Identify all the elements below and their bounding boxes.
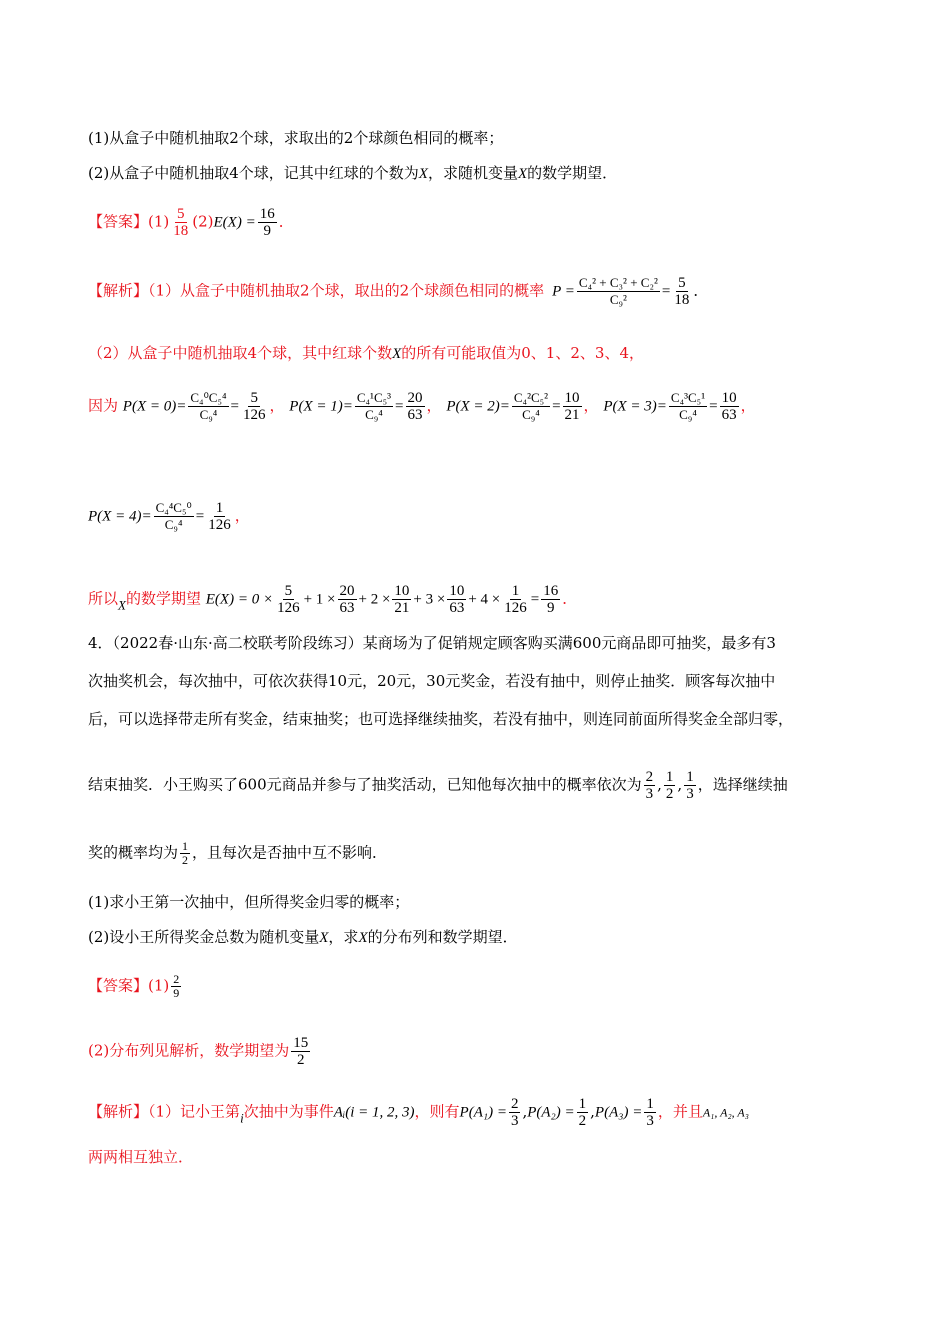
- q4-answer-1: 【答案】(1) $\frac{2}{9}$: [88, 972, 180, 1000]
- fraction: $\frac{5}{18}$: [674, 275, 690, 308]
- fraction: $\frac{20}{63}$: [339, 583, 355, 616]
- fraction: $\frac{1}{3}$: [686, 769, 694, 802]
- fraction: $\frac{5}{126}$: [242, 390, 266, 423]
- fraction: $\frac{\text{C₄¹C₅³}}{\text{C₉⁴}}$: [356, 390, 392, 422]
- q3-probabilities-row: 因为 P(X = 0)= $\frac{\text{C₄⁰C₅⁴}}{\text{C₉⁴}}$ = $\frac{5}{126}$ ， P(X = 1)= $\frac{\text{C₄¹C₅³}}{\text{C₉⁴}}$ = $\frac{20}{63}$ ， P(X = 2)= $\frac{\text{C₄²C₅²}}{\text{C₉⁴}}$ = $\frac{10}{21}$ ， P(X = 3)= $\frac{\text{C₄³C₅¹}}{\text{C₉⁴}}$ = $\frac{10}{63}$ ，: [88, 390, 756, 423]
- fraction: $\frac{\text{C₄² + C₃² + C₂²}}{\text{C₉²}}$: [578, 275, 658, 307]
- q4-part1: (1)求小王第一次抽中，但所得奖金归零的概率；: [88, 893, 410, 911]
- q3-answer: 【答案】(1) $\frac{5}{18}$ (2)E(X) = $\frac{16}{9}$ ．: [88, 206, 294, 239]
- q3-part2: (2)从盒子中随机抽取4个球，记其中红球的个数为X，求随机变量X的数学期望．: [88, 164, 618, 182]
- q4-stem-line4: 结束抽奖．小王购买了600元商品并参与了抽奖活动，已知他每次抽中的概率依次为 $\frac{2}{3}$ , $\frac{1}{2}$ , $\frac{1}{3}$ ，选择继续抽: [88, 769, 788, 802]
- q4-answer-2: (2)分布列见解析，数学期望为 $\frac{15}{2}$: [88, 1035, 309, 1068]
- fraction: $\frac{1}{3}$: [646, 1096, 654, 1129]
- q4-analysis-cont: 两两相互独立．: [88, 1148, 194, 1166]
- fraction: $\frac{2}{3}$: [510, 1096, 519, 1129]
- fraction: $\frac{15}{2}$: [293, 1035, 309, 1068]
- fraction: $\frac{1}{2}$: [578, 1096, 587, 1129]
- q4-stem-line3: 后，可以选择带走所有奖金，结束抽奖；也可选择继续抽奖，若没有抽中，则连同前面所得奖金全部归零，: [88, 710, 794, 728]
- fraction: $\frac{10}{21}$: [394, 583, 410, 616]
- q3-analysis-1: 【解析】（1）从盒子中随机抽取2个球，取出的2个球颜色相同的概率 P = $\frac{\text{C₄² + C₃² + C₂²}}{\text{C₉²}}$ = $\frac{5}{18}$ ．: [88, 275, 709, 308]
- fraction: $\frac{5}{126}$: [277, 583, 300, 616]
- fraction: $\frac{2}{3}$: [645, 769, 654, 802]
- q3-probability-x4: P(X = 4)= $\frac{\text{C₄⁴C₅⁰}}{\text{C₉⁴}}$ = $\frac{1}{126}$ ，: [88, 500, 250, 533]
- fraction: $\frac{16}{9}$: [543, 583, 559, 616]
- q3-part1: (1)从盒子中随机抽取2个球，求取出的2个球颜色相同的概率；: [88, 129, 504, 147]
- fraction: $\frac{1}{2}$: [182, 839, 189, 867]
- fraction: $\frac{\text{C₄³C₅¹}}{\text{C₉⁴}}$: [670, 390, 706, 422]
- fraction: $\frac{10}{21}$: [564, 390, 580, 423]
- fraction: $\frac{20}{63}$: [407, 390, 423, 423]
- fraction: $\frac{1}{126}$: [208, 500, 231, 533]
- fraction: $\frac{\text{C₄⁴C₅⁰}}{\text{C₉⁴}}$: [155, 500, 192, 532]
- fraction: $\frac{5}{18}$: [173, 206, 189, 239]
- q4-stem-line1: 4．（2022春·山东·高二校联考阶段练习）某商场为了促销规定顾客购买满600元商品即可抽奖，最多有3: [88, 634, 776, 652]
- fraction: $\frac{1}{2}$: [665, 769, 674, 802]
- fraction: $\frac{\text{C₄⁰C₅⁴}}{\text{C₉⁴}}$: [190, 390, 227, 422]
- fraction: $\frac{10}{63}$: [449, 583, 465, 616]
- q3-expectation: 所以X的数学期望 E(X) = 0 × $\frac{5}{126}$ + 1 × $\frac{20}{63}$ + 2 × $\frac{10}{21}$ + 3 × $\frac{10}{63}$ + 4 × $\frac{1}{126}$ = $\frac{16}{9}$ ．: [88, 583, 578, 616]
- fraction: $\frac{16}{9}$: [259, 206, 275, 239]
- q4-analysis: 【解析】（1）记小王第i次抽中为事件Aᵢ(i = 1, 2, 3)，则有P(A₁) = $\frac{2}{3}$ ,P(A₂) = $\frac{1}{2}$ ,P(A₃) = $\frac{1}{3}$ ，并且A₁, A₂, A₃: [88, 1096, 749, 1129]
- q4-stem-line2: 次抽奖机会，每次抽中，可依次获得10元，20元，30元奖金，若没有抽中，则停止抽奖．顾客每次抽中: [88, 672, 776, 690]
- fraction: $\frac{10}{63}$: [721, 390, 737, 423]
- fraction: $\frac{\text{C₄²C₅²}}{\text{C₉⁴}}$: [513, 390, 549, 422]
- q4-part2: (2)设小王所得奖金总数为随机变量X，求X的分布列和数学期望．: [88, 928, 518, 946]
- q4-stem-line5: 奖的概率均为 $\frac{1}{2}$ ，且每次是否抽中互不影响．: [88, 839, 388, 867]
- q3-analysis-2: （2）从盒子中随机抽取4个球，其中红球个数X的所有可能取值为0、1、2、3、4，: [88, 344, 644, 362]
- fraction: $\frac{2}{9}$: [173, 972, 180, 1000]
- fraction: $\frac{1}{126}$: [504, 583, 527, 616]
